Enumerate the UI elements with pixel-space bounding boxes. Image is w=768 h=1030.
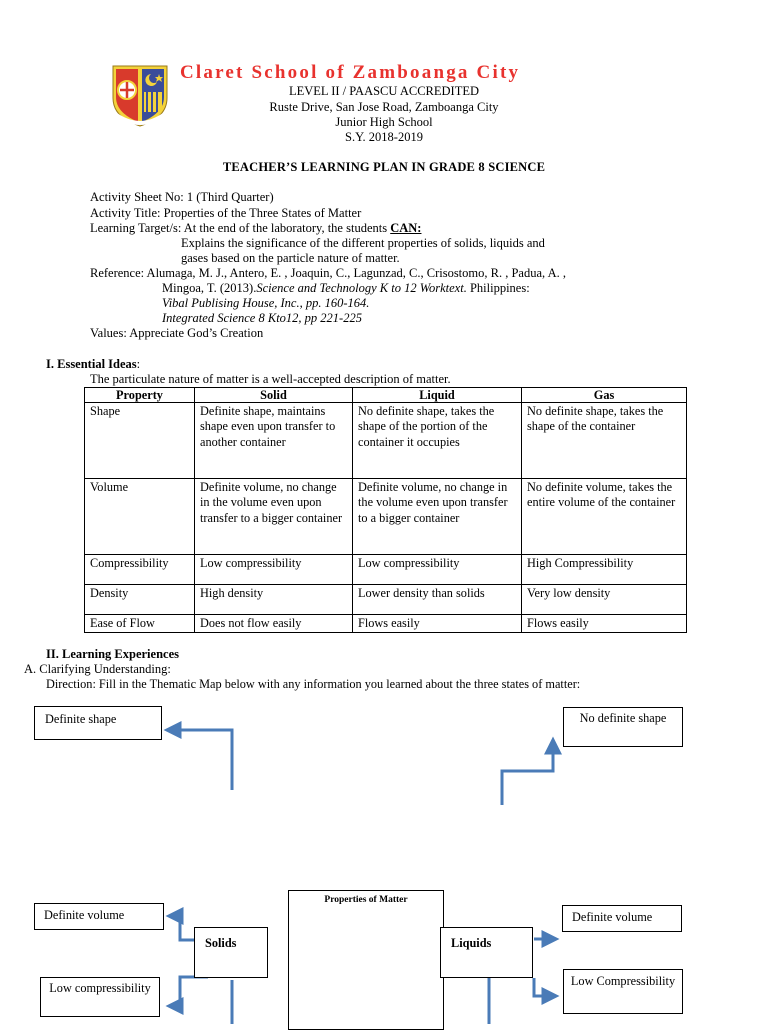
learning-target-prefix: Learning Target/s: At the end of the laboratory, the students [90,221,391,235]
map-box-label: Low compressibility [49,981,151,995]
learning-experiences-heading: II. Learning Experiences [46,647,179,661]
map-box-definite-volume-right [562,905,682,932]
plan-title: TEACHER’S LEARNING PLAN IN GRADE 8 SCIENCE [222,160,546,174]
accreditation: LEVEL II / PAASCU ACCREDITED [288,84,480,98]
table-header: Gas [522,388,687,403]
reference-line-1: Reference: Alumaga, M. J., Antero, E. , Joaquin, C., Lagunzad, C., Crisostomo, R. , Padua, A. , [90,266,566,280]
map-box-label: Properties of Matter [324,895,408,905]
table-cell: Definite volume, no change in the volume even upon transfer to a bigger container [353,479,522,555]
school-name: Claret School of Zamboanga City [180,62,521,83]
map-box-properties-of-matter [288,890,444,1030]
direction-text: Direction: Fill in the Thematic Map below with any information you learned about the three states of matter: [46,677,581,691]
table-cell: Low compressibility [353,555,522,585]
table-cell: Shape [85,403,195,479]
map-box-low-compressibility-left [40,977,160,1017]
map-box-label: Solids [205,936,237,950]
table-header: Property [85,388,195,403]
reference-line-4: Integrated Science 8 Kto12, pp 221-225 [162,311,362,325]
reference-book-title: Science and Technology K to 12 Worktext. [256,281,467,295]
department: Junior High School [335,115,433,129]
learning-target-can: CAN: [390,221,422,235]
table-cell: No definite shape, takes the shape of the container [522,403,687,479]
activity-title: Activity Title: Properties of the Three States of Matter [90,206,362,220]
arrow-to-low-compressibility-left [170,977,232,1024]
school-address: Ruste Drive, San Jose Road, Zamboanga City [269,100,499,114]
map-box-label: Low Compressibility [570,974,676,988]
table-cell: No definite volume, takes the entire volume of the container [522,479,687,555]
learning-target-line-2: gases based on the particle nature of matter. [181,251,400,265]
map-box-liquids [440,927,533,978]
activity-sheet: Activity Sheet No: 1 (Third Quarter) [90,190,274,204]
reference-authors: Mingoa, T. (2013). [162,281,257,295]
map-box-label: Definite volume [44,908,125,922]
school-year: S.Y. 2018-2019 [345,130,423,144]
essential-ideas-label: I. Essential Ideas [46,357,137,371]
map-box-label: Definite volume [572,910,653,924]
values: Values: Appreciate God’s Creation [90,326,264,340]
reference-place: Philippines: [466,281,530,295]
map-box-label: No definite shape [579,711,667,725]
table-cell: Flows easily [522,615,687,633]
map-box-solids [194,927,268,978]
table-header: Solid [195,388,353,403]
arrow-to-low-compressibility-right [489,978,555,1024]
map-box-definite-volume-left [34,903,164,930]
table-cell: High density [195,585,353,615]
clarifying-understanding: A. Clarifying Understanding: [24,662,171,676]
table-cell: Volume [85,479,195,555]
table-cell: Lower density than solids [353,585,522,615]
table-cell: Definite volume, no change in the volume even upon transfer to a bigger container [195,479,353,555]
essential-ideas-intro: The particulate nature of matter is a well-accepted description of matter. [90,372,451,386]
table-cell: Very low density [522,585,687,615]
table-cell: Does not flow easily [195,615,353,633]
map-box-definite-shape [34,706,162,740]
table-cell: High Compressibility [522,555,687,585]
table-header: Liquid [353,388,522,403]
map-box-no-definite-shape [563,707,683,747]
arrow-to-definite-shape [168,730,232,790]
table-cell: No definite shape, takes the shape of the portion of the container it occupies [353,403,522,479]
table-cell: Definite shape, maintains shape even upon transfer to another container [195,403,353,479]
table-cell: Compressibility [85,555,195,585]
map-box-label: Definite shape [45,712,117,726]
table-cell: Density [85,585,195,615]
table-cell: Low compressibility [195,555,353,585]
table-cell: Ease of Flow [85,615,195,633]
learning-target-line-1: Explains the significance of the different properties of solids, liquids and [181,236,545,250]
map-box-low-compressibility-right [563,969,683,1014]
reference-line-3: Vibal Publising House, Inc., pp. 160-164. [162,296,370,310]
arrow-to-no-definite-shape [502,741,553,805]
map-box-label: Liquids [451,936,492,950]
essential-ideas-colon: : [136,357,141,371]
table-cell: Flows easily [353,615,522,633]
